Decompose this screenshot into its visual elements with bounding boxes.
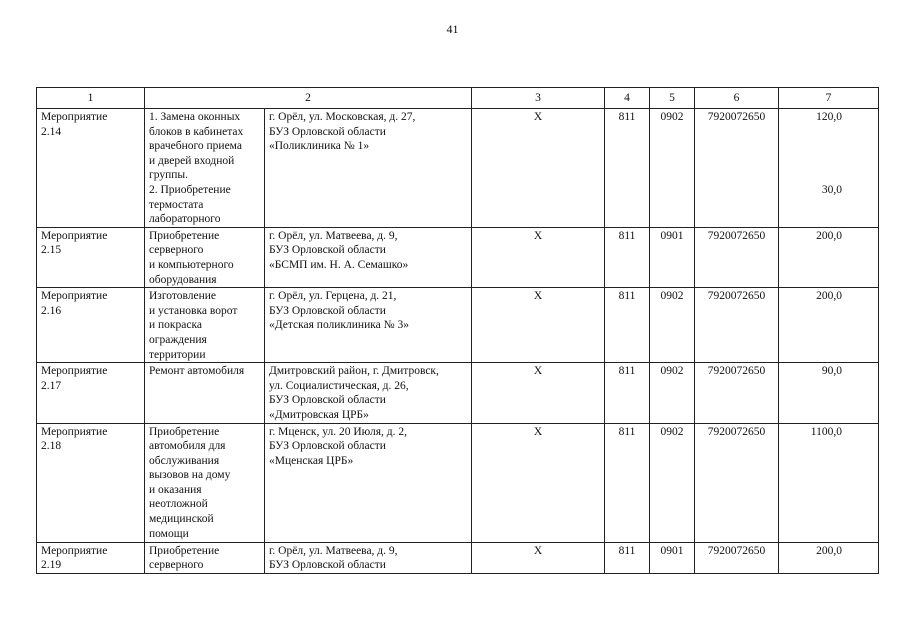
sum-value: 200,0 bbox=[779, 227, 879, 287]
measure-address: г. Орёл, ул. Герцена, д. 21, БУЗ Орловской области «Детская поликлиника № 3» bbox=[265, 288, 472, 363]
measure-id: Мероприятие 2.16 bbox=[37, 288, 145, 363]
measure-id: Мероприятие 2.15 bbox=[37, 227, 145, 287]
table-row bbox=[37, 288, 879, 363]
sum-value: 200,0 bbox=[779, 288, 879, 363]
col5-value: 0901 bbox=[650, 227, 695, 287]
col3-value: Х bbox=[472, 542, 605, 573]
measure-id: Мероприятие 2.17 bbox=[37, 363, 145, 423]
col3-value: Х bbox=[472, 109, 605, 228]
header-col-6: 6 bbox=[695, 88, 779, 109]
table-row bbox=[37, 423, 879, 542]
col6-value: 7920072650 bbox=[695, 109, 779, 228]
measure-id: Мероприятие 2.14 bbox=[37, 109, 145, 228]
col4-value: 811 bbox=[605, 542, 650, 573]
col6-value: 7920072650 bbox=[695, 227, 779, 287]
table-row bbox=[37, 227, 879, 287]
sum-value: 120,0 30,0 bbox=[779, 109, 879, 228]
measure-action: Изготовление и установка ворот и покраска ограждения территории bbox=[145, 288, 265, 363]
col3-value: Х bbox=[472, 227, 605, 287]
measure-address: г. Орёл, ул. Московская, д. 27, БУЗ Орловской области «Поликлиника № 1» bbox=[265, 109, 472, 228]
page-number: 41 bbox=[446, 22, 459, 36]
col3-value: Х bbox=[472, 288, 605, 363]
measure-action: 1. Замена оконных блоков в кабинетах врачебного приема и дверей входной группы. 2. Приобретение термостата лабораторного bbox=[145, 109, 265, 228]
col5-value: 0902 bbox=[650, 363, 695, 423]
sum-value: 90,0 bbox=[779, 363, 879, 423]
budget-measures-table bbox=[36, 87, 879, 574]
table-header-row bbox=[37, 88, 879, 109]
measure-id: Мероприятие 2.19 bbox=[37, 542, 145, 573]
measure-action: Приобретение серверного и компьютерного оборудования bbox=[145, 227, 265, 287]
col4-value: 811 bbox=[605, 227, 650, 287]
col5-value: 0902 bbox=[650, 423, 695, 542]
col3-value: Х bbox=[472, 423, 605, 542]
col5-value: 0901 bbox=[650, 542, 695, 573]
col6-value: 7920072650 bbox=[695, 288, 779, 363]
col5-value: 0902 bbox=[650, 288, 695, 363]
measure-address: г. Мценск, ул. 20 Июля, д. 2, БУЗ Орловской области «Мценская ЦРБ» bbox=[265, 423, 472, 542]
table-row bbox=[37, 363, 879, 423]
col3-value: Х bbox=[472, 363, 605, 423]
col6-value: 7920072650 bbox=[695, 363, 779, 423]
measure-action: Ремонт автомобиля bbox=[145, 363, 265, 423]
measure-action: Приобретение серверного bbox=[145, 542, 265, 573]
table-row bbox=[37, 542, 879, 573]
col6-value: 7920072650 bbox=[695, 542, 779, 573]
col5-value: 0902 bbox=[650, 109, 695, 228]
col6-value: 7920072650 bbox=[695, 423, 779, 542]
col4-value: 811 bbox=[605, 363, 650, 423]
measure-address: Дмитровский район, г. Дмитровск, ул. Социалистическая, д. 26, БУЗ Орловской области «Дмитровская ЦРБ» bbox=[265, 363, 472, 423]
header-col-7: 7 bbox=[779, 88, 879, 109]
table-row bbox=[37, 109, 879, 228]
sum-value: 200,0 bbox=[779, 542, 879, 573]
header-col-1: 1 bbox=[37, 88, 145, 109]
sum-value: 1100,0 bbox=[779, 423, 879, 542]
header-col-4: 4 bbox=[605, 88, 650, 109]
col4-value: 811 bbox=[605, 423, 650, 542]
measure-address: г. Орёл, ул. Матвеева, д. 9, БУЗ Орловской области bbox=[265, 542, 472, 573]
measure-address: г. Орёл, ул. Матвеева, д. 9, БУЗ Орловской области «БСМП им. Н. А. Семашко» bbox=[265, 227, 472, 287]
header-col-3: 3 bbox=[472, 88, 605, 109]
measure-id: Мероприятие 2.18 bbox=[37, 423, 145, 542]
col4-value: 811 bbox=[605, 109, 650, 228]
measure-action: Приобретение автомобиля для обслуживания вызовов на дому и оказания неотложной медицинской помощи bbox=[145, 423, 265, 542]
col4-value: 811 bbox=[605, 288, 650, 363]
header-col-2: 2 bbox=[145, 88, 472, 109]
header-col-5: 5 bbox=[650, 88, 695, 109]
